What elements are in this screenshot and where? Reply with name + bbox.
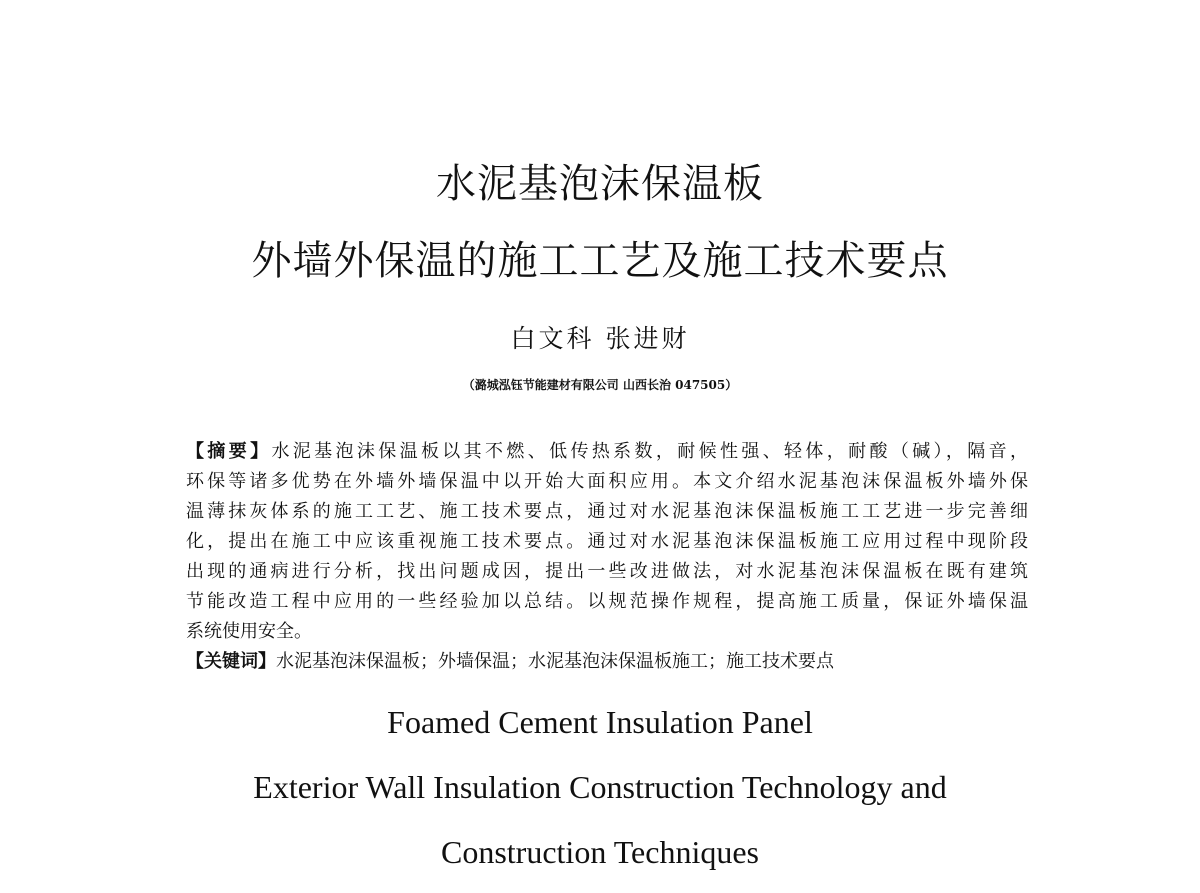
abstract-block xyxy=(186,437,1028,677)
abstract-line: 环保等诸多优势在外墙外墙保温中以开始大面积应用。本文介绍水泥基泡沫保温板外墙外保 xyxy=(186,471,1028,492)
abstract-line: 化，提出在施工中应该重视施工技术要点。通过对水泥基泡沫保温板施工应用过程中现阶段 xyxy=(186,531,1028,552)
abstract-line: 系统使用安全。 xyxy=(186,621,312,642)
authors: 白文科 张进财 xyxy=(510,324,690,353)
english-title-line-3: Construction Techniques xyxy=(440,834,759,870)
chinese-title-line-2: 外墙外保温的施工工艺及施工技术要点 xyxy=(251,238,949,284)
affiliation: （潞城泓钰节能建材有限公司 山西长治 047505） xyxy=(462,378,738,392)
chinese-title-line-1: 水泥基泡沫保温板 xyxy=(436,161,764,207)
abstract-line: 出现的通病进行分析，找出问题成因，提出一些改进做法，对水泥基泡沫保温板在既有建筑 xyxy=(186,561,1028,582)
keywords-text: 水泥基泡沫保温板；外墙保温；水泥基泡沫保温板施工；施工技术要点 xyxy=(276,651,834,672)
abstract-line xyxy=(186,437,1028,467)
abstract-label: 【摘要】 xyxy=(186,441,272,462)
abstract-text: 水泥基泡沫保温板以其不燃、低传热系数，耐候性强、轻体，耐酸（碱），隔音， xyxy=(271,441,1028,462)
keywords-label: 【关键词】 xyxy=(186,651,276,672)
abstract-line: 温薄抹灰体系的施工工艺、施工技术要点，通过对水泥基泡沫保温板施工工艺进一步完善细 xyxy=(186,501,1028,522)
abstract-line: 节能改造工程中应用的一些经验加以总结。以规范操作规程，提高施工质量，保证外墙保温 xyxy=(186,591,1028,612)
english-title-line-2: Exterior Wall Insulation Construction Technology and xyxy=(253,769,947,805)
keywords-line xyxy=(186,647,1028,677)
english-title-line-1: Foamed Cement Insulation Panel xyxy=(387,704,813,740)
